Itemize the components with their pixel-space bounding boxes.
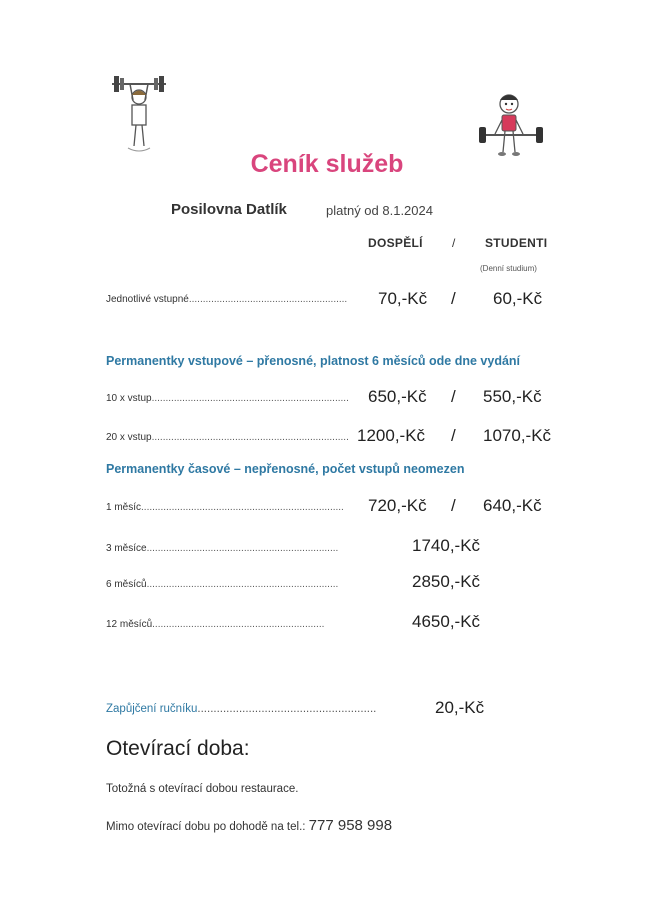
time-pass-label: 6 měsíců xyxy=(106,579,147,590)
opening-hours-title: Otevírací doba: xyxy=(106,737,250,760)
towel-rental-row: Zapůjčení ručníku........................................................ xyxy=(106,703,377,715)
opening-hours-line: Totožná s otevírací dobou restaurace. xyxy=(106,783,299,795)
time-pass-adult-price: 720,-Kč xyxy=(368,496,427,515)
opening-hours-contact xyxy=(106,817,392,834)
page-title: Ceník služeb xyxy=(250,150,404,178)
time-pass-student-price: 640,-Kč xyxy=(483,496,542,515)
time-pass-price: 4650,-Kč xyxy=(412,612,481,631)
towel-rental-label: Zapůjčení ručníku xyxy=(106,703,198,715)
time-pass-label: 3 měsíce xyxy=(106,543,147,554)
pass-row: 20 x vstup....................................................................... xyxy=(106,432,349,443)
gym-name: Posilovna Datlík xyxy=(171,201,287,218)
price-separator: / xyxy=(451,426,456,445)
single-entry-label: Jednotlivé vstupné xyxy=(106,294,189,305)
pass-label: 10 x vstup xyxy=(106,393,152,404)
valid-from: platný od 8.1.2024 xyxy=(326,203,433,218)
time-pass-label: 1 měsíc xyxy=(106,502,142,513)
time-pass-row: 12 měsíců.............................................................. xyxy=(106,619,325,630)
time-pass-row: 3 měsíce..................................................................... xyxy=(106,543,339,554)
time-pass-row: 1 měsíc......................................................................... xyxy=(106,502,344,513)
students-note: (Denní studium) xyxy=(480,264,537,273)
pass-adult-price: 1200,-Kč xyxy=(357,426,426,445)
contact-text: Mimo otevírací dobu po dohodě na tel.: xyxy=(106,821,306,833)
pass-student-price: 550,-Kč xyxy=(483,387,542,406)
pass-adult-price: 650,-Kč xyxy=(368,387,427,406)
time-pass-price: 1740,-Kč xyxy=(412,536,481,555)
phone-number: 777 958 998 xyxy=(308,817,393,834)
price-separator: / xyxy=(451,387,456,406)
price-separator: / xyxy=(451,496,456,515)
column-students: STUDENTI xyxy=(485,236,548,250)
weightlifter-overhead-icon xyxy=(108,70,170,160)
column-separator: / xyxy=(452,236,456,250)
column-adults: DOSPĚLÍ xyxy=(368,236,423,250)
single-entry-adult-price: 70,-Kč xyxy=(378,289,428,308)
time-pass-price: 2850,-Kč xyxy=(412,572,481,591)
single-entry-student-price: 60,-Kč xyxy=(493,289,543,308)
transferable-passes-heading: Permanentky vstupové – přenosné, platnost 6 měsíců ode dne vydání xyxy=(106,354,521,368)
pass-student-price: 1070,-Kč xyxy=(483,426,552,445)
pass-label: 20 x vstup xyxy=(106,432,152,443)
pass-row: 10 x vstup....................................................................... xyxy=(106,393,349,404)
towel-rental-price: 20,-Kč xyxy=(435,698,485,717)
time-passes-heading: Permanentky časové – nepřenosné, počet vstupů neomezen xyxy=(106,462,465,476)
time-pass-row: 6 měsíců..................................................................... xyxy=(106,579,339,590)
time-pass-label: 12 měsíců xyxy=(106,619,153,630)
price-separator: / xyxy=(451,289,456,308)
single-entry-row: Jednotlivé vstupné......................................................... xyxy=(106,294,348,305)
